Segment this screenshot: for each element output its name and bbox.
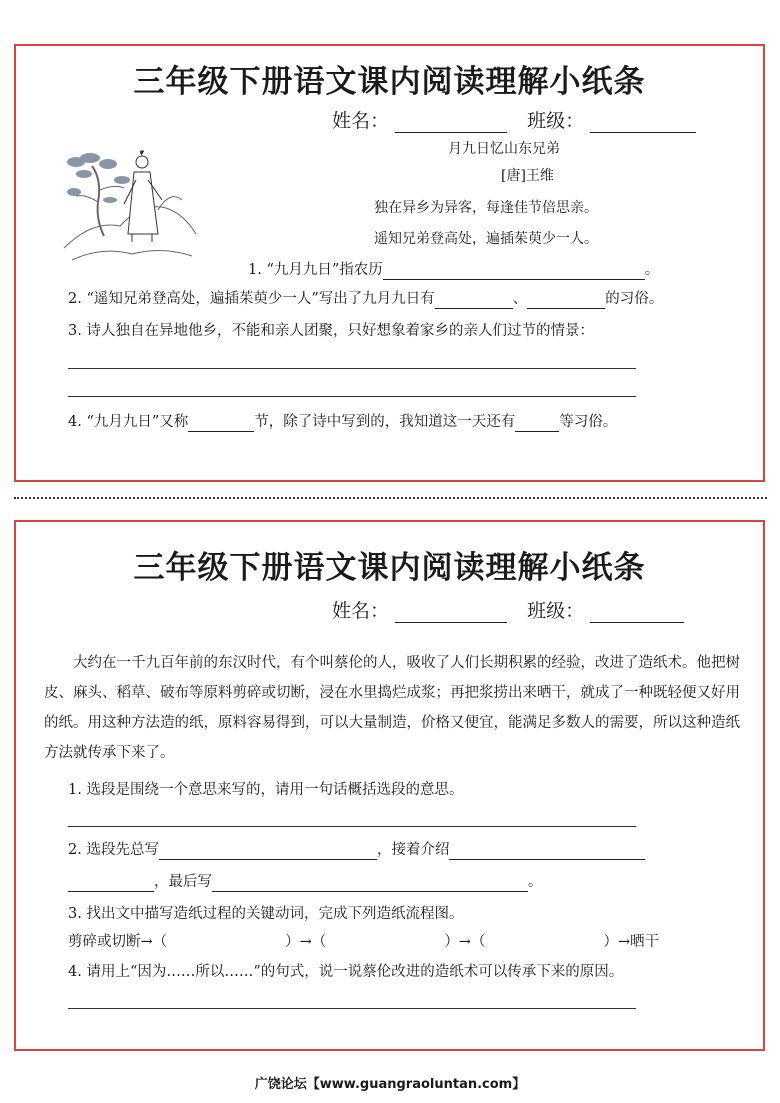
answer-blank-2b[interactable]	[527, 293, 605, 309]
question-2-prefix: 2. “遥知兄弟登高处，遍插茱萸少一人”写出了九月九日有	[68, 291, 435, 307]
question-2-continued	[68, 872, 543, 892]
answer-line-4[interactable]	[68, 1008, 636, 1009]
question-4-prefix: 4. “九月九日”又称	[68, 414, 189, 430]
answer-line-1[interactable]	[68, 826, 636, 827]
poem-line-2: 遥知兄弟登高处，遍插茱萸少一人。	[374, 231, 598, 247]
question-2-suffix: 的习俗。	[605, 291, 664, 307]
question-4-mid: 节，除了诗中写到的，我知道这一天还有	[254, 414, 516, 430]
class-field[interactable]	[590, 115, 696, 133]
worksheet-title: 三年级下册语文课内阅读理解小纸条	[133, 550, 646, 586]
answer-line-3a[interactable]	[68, 368, 636, 369]
question-2-prefix: 2. 选段先总写	[68, 842, 159, 858]
answer-blank-2c[interactable]	[68, 876, 154, 892]
name-field[interactable]	[395, 115, 507, 133]
question-4-suffix: 等习俗。	[559, 414, 618, 430]
worksheet-card-2	[14, 520, 765, 1051]
answer-blank-2d[interactable]	[212, 876, 528, 892]
class-field[interactable]	[590, 605, 684, 623]
question-1-suffix: 。	[644, 262, 660, 278]
answer-blank-2a[interactable]	[435, 293, 513, 309]
answer-line-3b[interactable]	[68, 396, 636, 397]
answer-blank-4a[interactable]	[188, 416, 254, 432]
question-2	[68, 289, 663, 309]
name-label: 姓名：	[332, 110, 390, 132]
answer-blank-2a[interactable]	[159, 844, 377, 860]
question-3: 3. 诗人独自在异地他乡，不能和亲人团聚，只好想象着家乡的亲人们过节的情景：	[68, 323, 594, 339]
question-3: 3. 找出文中描写造纸过程的关键动词，完成下列造纸流程图。	[68, 906, 464, 922]
question-2-mid2: ，最后写	[154, 874, 212, 890]
question-4	[68, 412, 617, 432]
class-label: 班级：	[527, 110, 585, 132]
flow-close-1: ）→（	[285, 934, 327, 950]
answer-blank-2b[interactable]	[449, 844, 645, 860]
name-class-row	[332, 106, 702, 133]
question-1: 1. 选段是围绕一个意思来写的，请用一句话概括选段的意思。	[68, 782, 464, 798]
answer-blank-4b[interactable]	[515, 416, 559, 432]
flow-start: 剪碎或切断→（	[68, 934, 168, 950]
name-label: 姓名：	[332, 600, 390, 622]
flow-close-2: ）→（	[444, 934, 486, 950]
poem-line-1: 独在异乡为异客，每逢佳节倍思亲。	[374, 200, 598, 216]
name-field[interactable]	[395, 605, 507, 623]
name-class-row	[332, 596, 690, 623]
question-2-mid: 、	[512, 291, 528, 307]
poem-author: [唐]王维	[501, 168, 554, 184]
question-1	[248, 260, 659, 280]
flow-chart	[68, 932, 688, 952]
worksheet-title: 三年级下册语文课内阅读理解小纸条	[133, 64, 646, 100]
answer-blank-1[interactable]	[383, 264, 645, 280]
question-4: 4. 请用上“因为……所以……”的句式，说一说蔡伦改进的造纸术可以传承下来的原因。	[68, 964, 624, 980]
footer-source: 广饶论坛【www.guangraoluntan.com】	[254, 1077, 526, 1092]
poet-illustration	[62, 150, 198, 274]
poem-title: 月九日忆山东兄弟	[448, 141, 560, 157]
flow-end: ）→晒干	[603, 934, 660, 950]
question-2-suffix: 。	[528, 874, 543, 890]
class-label: 班级：	[527, 600, 585, 622]
reading-passage: 大约在一千九百年前的东汉时代，有个叫蔡伦的人，吸收了人们长期积累的经验，改进了造纸术。他把树皮、麻头、稻草、破布等原料剪碎或切断，浸在水里捣烂成浆；再把浆捞出来晒干，就成了一种既轻便又好用的纸。用这种方法造的纸，原料容易得到，可以大量制造，价格又便宜，能满足多数人的需要，所以这种造纸方法就传承下来了。	[44, 655, 740, 761]
question-2	[68, 840, 645, 860]
question-2-mid: ，接着介绍	[376, 842, 450, 858]
question-1-prefix: 1. “九月九日”指农历	[248, 262, 383, 278]
worksheet-card-1	[14, 44, 765, 482]
cut-line	[14, 497, 767, 499]
